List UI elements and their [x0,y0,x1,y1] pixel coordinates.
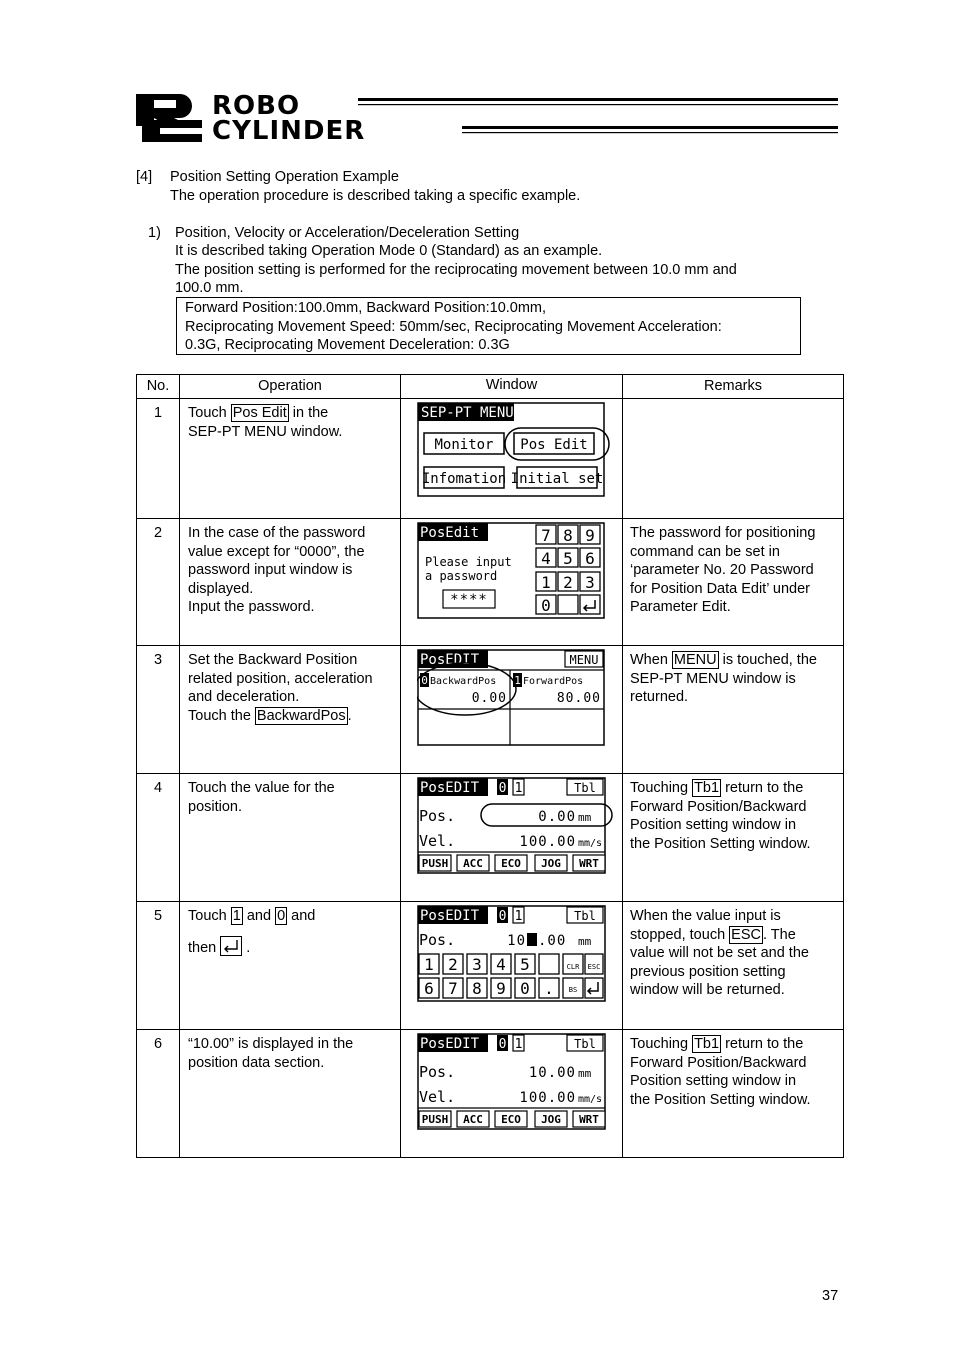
step-remarks: When the value input is stopped, touch ESC . The value will not be set and the previous position setting window will be returned. [623,902,844,1030]
key-dot[interactable]: . [544,979,554,998]
key-7[interactable]: 7 [541,526,551,545]
step-number: 6 [137,1030,180,1158]
pos-unit: mm [578,811,592,824]
step-number: 4 [137,774,180,902]
step-remarks: Touching Tb1 return to the Forward Position/Backward Position setting window in the Position Setting window. [623,774,844,902]
position-edit-result-screen [417,1033,617,1133]
subsection-title: Position, Velocity or Acceleration/Deceleration Setting [175,225,520,241]
step-window [401,774,623,902]
key-0[interactable]: 0 [541,596,551,615]
table-row [137,1030,844,1158]
vel-value: 100.00 [519,834,576,850]
password-prompt: a password [425,569,498,583]
key-5[interactable]: 5 [563,549,573,568]
esc-button-ref: ESC [731,926,761,943]
menu-button[interactable]: MENU [569,653,599,667]
initial-set-button[interactable]: Initial set [510,471,604,487]
table-row [137,646,844,774]
screen-title: PosEdit [420,525,480,541]
table-row [137,399,844,519]
index-next[interactable]: 1 [514,1037,523,1052]
robo-cylinder-logo [136,90,840,142]
tbl-button[interactable]: Tbl [574,781,596,795]
screen-title: SEP-PT MENU [421,405,514,421]
position-keypad-screen [417,905,617,1005]
backwardpos-button-ref: BackwardPos [256,707,346,724]
table-header-row [137,375,844,399]
eco-button[interactable]: ECO [501,1113,521,1126]
password-prompt: Please input [425,555,512,569]
col-header-no: No. [137,375,180,399]
subsection-number: 1) [148,225,161,241]
index-selected[interactable]: 0 [498,781,507,796]
tb1-button-ref: Tb1 [694,1036,720,1052]
forward-pos-value: 80.00 [556,691,601,706]
pos-value[interactable]: 10.00 [528,1065,576,1081]
sep-pt-menu-screen [417,402,617,502]
table-row [137,902,844,1030]
step-remarks [623,399,844,519]
step-operation: Touch Pos Edit in the SEP-PT MENU window. [180,399,401,519]
subsection-line: The position setting is performed for the reciprocating movement between 10.0 mm and [175,262,737,278]
position-edit-screen [417,777,617,877]
screen-title: PosEDIT [420,652,480,668]
key-7[interactable]: 7 [448,979,458,998]
spec-line: Forward Position:100.0mm, Backward Position:10.0mm, [185,300,547,316]
table-row [137,774,844,902]
step-number: 1 [137,399,180,519]
spec-line: 0.3G, Reciprocating Movement Deceleration: 0.3G [185,337,510,353]
key-6[interactable]: 6 [424,979,434,998]
specification-box [176,297,801,355]
pos-unit: mm [578,935,592,948]
acc-button[interactable]: ACC [463,857,483,870]
push-button[interactable]: PUSH [421,1113,449,1126]
step-remarks: When MENU is touched, the SEP-PT MENU window is returned. [623,646,844,774]
step-remarks: The password for positioning command can be set in ‘parameter No. 20 Password for Position Data Edit’ under Parameter Edit. [623,519,844,646]
section-title: Position Setting Operation Example [170,169,399,185]
spec-line: Reciprocating Movement Speed: 50mm/sec, Reciprocating Movement Acceleration: [185,318,722,335]
key-3[interactable]: 3 [585,573,595,592]
pos-value[interactable]: 0.00 [538,809,576,825]
key-4[interactable]: 4 [541,549,551,568]
step-window [401,399,623,519]
step-operation: “10.00” is displayed in the position data section. [180,1030,401,1158]
step-operation: Touch the value for the position. [180,774,401,902]
jog-button[interactable]: JOG [541,1113,561,1126]
input-cursor [527,933,537,946]
step-number: 5 [137,902,180,1030]
password-screen [417,522,617,622]
col-header-window: Window [401,375,623,399]
infomation-button[interactable]: Infomation [421,471,507,487]
screen-title: PosEDIT [420,908,480,924]
step-window [401,646,623,774]
vel-label: Vel. [419,832,456,850]
menu-button-ref: MENU [673,652,717,668]
step-number: 2 [137,519,180,646]
pos-edit-button-ref: Pos Edit [232,405,287,421]
logo-line1: ROBO [212,91,301,121]
key-3[interactable]: 3 [472,955,482,974]
monitor-button[interactable]: Monitor [434,437,494,453]
index-next[interactable]: 1 [514,781,523,796]
pos-input-decimals[interactable]: .00 [538,933,567,949]
vel-unit: mm/s [578,1094,603,1105]
operation-steps-table [136,374,844,1158]
key-0[interactable]: 0 [520,979,530,998]
step-number: 3 [137,646,180,774]
section-label: [4] [136,169,153,185]
key-4[interactable]: 4 [496,955,506,974]
key-1[interactable]: 1 [424,955,434,974]
position-list-screen [417,649,617,749]
wrt-button[interactable]: WRT [579,857,599,870]
tb1-button-ref: Tb1 [694,780,720,796]
screen-title: PosEDIT [420,780,480,796]
subsection-line: 100.0 mm. [175,280,244,296]
key-1-ref: 1 [232,908,241,924]
subsection-line: It is described taking Operation Mode 0 (Standard) as an example. [175,243,603,259]
step-window [401,902,623,1030]
forward-pos-button[interactable]: ForwardPos [523,676,584,687]
tbl-button[interactable]: Tbl [574,1037,596,1051]
vel-value: 100.00 [519,1090,576,1106]
step-operation: In the case of the password value except for “0000”, the password input window is displayed. Input the password. [180,519,401,646]
clr-key[interactable]: CLR [566,963,580,971]
pos-label: Pos. [419,931,456,949]
key-1[interactable]: 1 [541,573,551,592]
pos-unit: mm [578,1067,592,1080]
step-operation: Touch 1 and 0 and then . [180,902,401,1030]
eco-button[interactable]: ECO [501,857,521,870]
pos-edit-button[interactable]: Pos Edit [520,437,588,453]
key-9[interactable]: 9 [496,979,506,998]
key-8[interactable]: 8 [472,979,482,998]
key-8[interactable]: 8 [563,526,573,545]
key-2[interactable]: 2 [448,955,458,974]
backward-pos-value: 0.00 [471,691,507,706]
col-header-operation: Operation [180,375,401,399]
jog-button[interactable]: JOG [541,857,561,870]
backward-index: 0 [421,674,428,687]
esc-key[interactable]: ESC [587,963,601,971]
key-9[interactable]: 9 [585,526,595,545]
page-number: 37 [822,1288,839,1304]
key-5[interactable]: 5 [520,955,530,974]
bs-key[interactable]: BS [568,986,578,994]
vel-unit: mm/s [578,838,603,849]
index-next[interactable]: 1 [514,909,523,924]
forward-index: 1 [514,674,521,687]
step-operation: Set the Backward Position related position, acceleration and deceleration. Touch the BackwardPos . [180,646,401,774]
table-row [137,519,844,646]
step-window [401,519,623,646]
screen-title: PosEDIT [420,1036,480,1052]
key-0-ref: 0 [277,908,286,924]
pos-label: Pos. [419,1063,456,1081]
tbl-button[interactable]: Tbl [574,909,596,923]
backward-pos-button[interactable]: BackwardPos [430,676,497,687]
index-selected[interactable]: 0 [498,1037,507,1052]
logo-line2: CYLINDER [212,116,366,142]
key-6[interactable]: 6 [585,549,595,568]
key-2[interactable]: 2 [563,573,573,592]
enter-icon [220,936,242,956]
acc-button[interactable]: ACC [463,1113,483,1126]
step-remarks: Touching Tb1 return to the Forward Position/Backward Position setting window in the Position Setting window. [623,1030,844,1158]
push-button[interactable]: PUSH [421,857,449,870]
pos-label: Pos. [419,807,456,825]
password-field[interactable]: **** [450,592,488,608]
col-header-remarks: Remarks [623,375,844,399]
vel-label: Vel. [419,1088,456,1106]
step-window [401,1030,623,1158]
pos-input-digits[interactable]: 10 [507,933,526,949]
index-selected[interactable]: 0 [498,909,507,924]
wrt-button[interactable]: WRT [579,1113,599,1126]
section-intro: The operation procedure is described taking a specific example. [170,188,581,204]
